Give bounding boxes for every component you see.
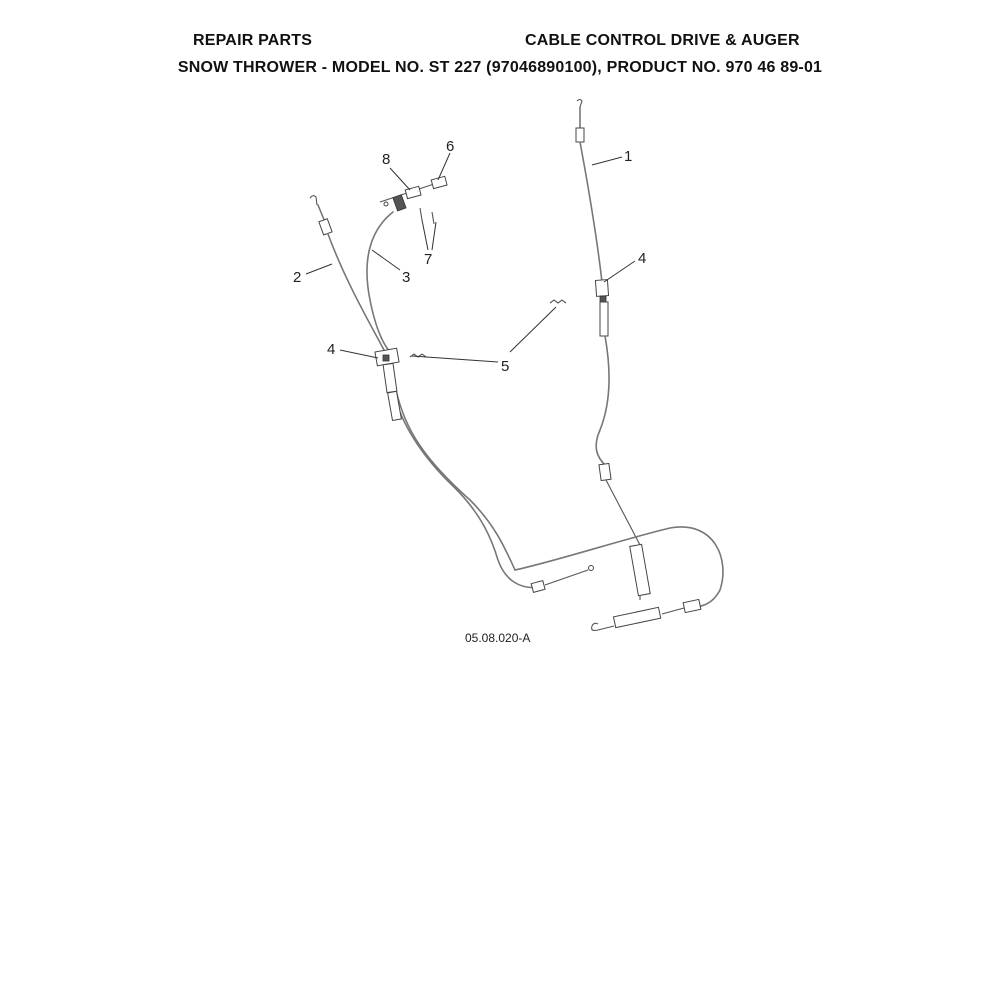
spring-clip-5 — [410, 300, 566, 357]
return-spring — [592, 599, 701, 630]
callout-2: 2 — [293, 269, 302, 286]
callout-3: 3 — [402, 269, 411, 286]
callout-4-right: 4 — [638, 250, 647, 267]
callout-5: 5 — [501, 358, 510, 375]
diagram-reference-code: 05.08.020-A — [465, 631, 531, 645]
callout-4-left: 4 — [327, 341, 336, 358]
callout-6: 6 — [446, 138, 455, 155]
callout-7: 7 — [424, 251, 433, 268]
cable-clamp-left — [375, 348, 401, 420]
cable-1 — [576, 100, 650, 601]
handle-bracket — [380, 176, 447, 224]
cable-end-lower — [531, 566, 593, 593]
callout-8: 8 — [382, 151, 391, 168]
header-model-info: SNOW THROWER - MODEL NO. ST 227 (97046890100), PRODUCT NO. 970 46 89-01 — [177, 59, 823, 76]
cable-3 — [367, 212, 723, 607]
header-section-title: CABLE CONTROL DRIVE & AUGER — [525, 32, 800, 49]
callout-1: 1 — [624, 148, 633, 165]
leader-lines — [306, 153, 635, 362]
header-repair-parts: REPAIR PARTS — [193, 32, 313, 49]
